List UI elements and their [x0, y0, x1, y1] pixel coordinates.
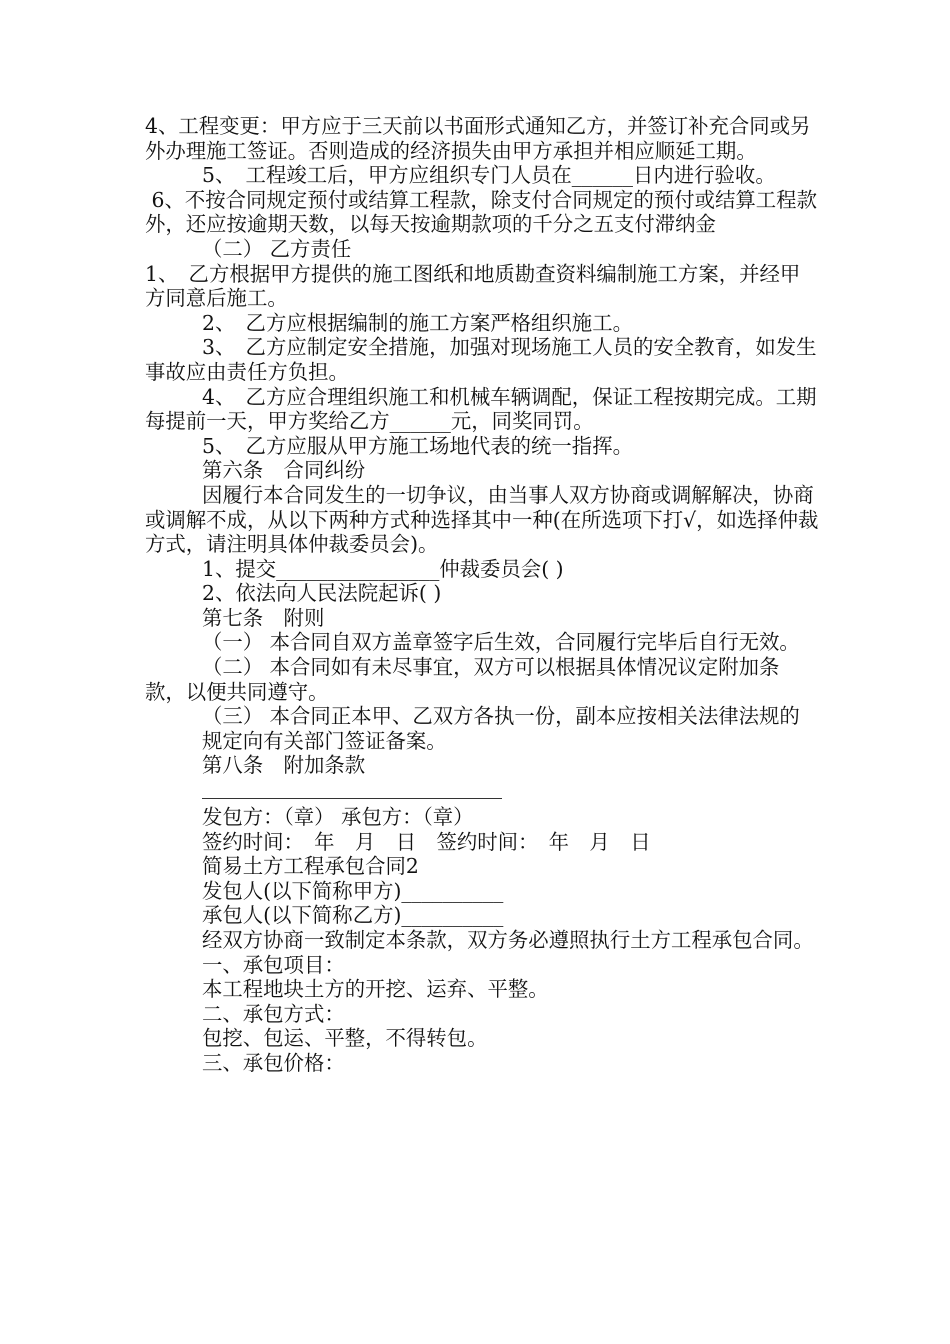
contract-2-party-a: 发包人(以下简称甲方)__________: [202, 878, 504, 903]
contract-2-section-2-body: 包挖、包运、平整，不得转包。: [202, 1026, 488, 1051]
party-b-duty-4: 4、 乙方应合理组织施工和机械车辆调配，保证工程按期完成。工期每提前一天，甲方奖给乙方______元，同奖同罚。: [145, 384, 817, 434]
contract-2-section-2-heading: 二、承包方式：: [202, 1001, 345, 1026]
article-6-body: 因履行本合同发生的一切争议，由当事人双方协商或调解解决，协商或调解不成，从以下两种方式种选择其中一种(在所选项下打√，如选择仲裁方式，请注明具体仲裁委员会)。: [145, 482, 819, 557]
contract-page: [145, 114, 820, 1076]
contract-2-section-1-body: 本工程地块土方的开挖、运弃、平整。: [202, 977, 549, 1002]
article-7-item-3-cont: 规定向有关部门签证备案。: [202, 728, 447, 753]
section-party-b-duties: （二） 乙方责任: [202, 236, 352, 261]
party-b-duty-1: 1、 乙方根据甲方提供的施工图纸和地质勘查资料编制施工方案，并经甲方同意后施工。: [145, 261, 801, 311]
clause-late-payment: 6、不按合同规定预付或结算工程款，除支付合同规定的预付或结算工程款外，还应按逾期天数，以每天按逾期款项的千分之五支付滞纳金: [145, 187, 817, 237]
dispute-option-court: 2、依法向人民法院起诉( ): [202, 581, 442, 606]
dispute-option-arbitration: 1、提交________________仲裁委员会( ): [202, 556, 564, 581]
signature-parties: 发包方：（章） 承包方：（章）: [202, 805, 474, 830]
contract-2-section-1-heading: 一、承包项目：: [202, 952, 345, 977]
party-b-duty-5: 5、 乙方应服从甲方施工场地代表的统一指挥。: [202, 433, 633, 458]
article-6-heading: 第六条 合同纠纷: [202, 458, 366, 483]
article-7-heading: 第七条 附则: [202, 605, 325, 630]
article-8-heading: 第八条 附加条款: [202, 753, 366, 778]
clause-completion-acceptance: 5、 工程竣工后，甲方应组织专门人员在______日内进行验收。: [202, 163, 776, 188]
article-7-item-3: （三） 本合同正本甲、乙双方各执一份，副本应按相关法律法规的: [202, 704, 800, 729]
party-b-duty-3: 3、 乙方应制定安全措施，加强对现场施工人员的安全教育，如发生事故应由责任方负担。: [145, 335, 817, 384]
clause-project-change: 4、工程变更：甲方应于三天前以书面形式通知乙方，并签订补充合同或另外办理施工签证。否则造成的经济损失由甲方承担并相应顺延工期。: [145, 114, 811, 163]
contract-2-section-3-heading: 三、承包价格：: [202, 1050, 345, 1075]
additional-terms-blank-line: [202, 778, 502, 799]
contract-2-preamble: 经双方协商一致制定本条款，双方务必遵照执行土方工程承包合同。: [202, 928, 814, 952]
contract-2-party-b: 承包人(以下简称乙方)__________: [202, 903, 504, 928]
article-7-item-2: （二） 本合同如有未尽事宜，双方可以根据具体情况议定附加条款，以便共同遵守。: [145, 655, 780, 704]
contract-2-title: 简易土方工程承包合同2: [202, 854, 419, 879]
party-b-duty-2: 2、 乙方应根据编制的施工方案严格组织施工。: [202, 310, 633, 335]
signature-dates: 签约时间： 年 月 日 签约时间： 年 月 日: [202, 829, 651, 854]
article-7-item-1: （一） 本合同自双方盖章签字后生效，合同履行完毕后自行无效。: [202, 630, 800, 655]
